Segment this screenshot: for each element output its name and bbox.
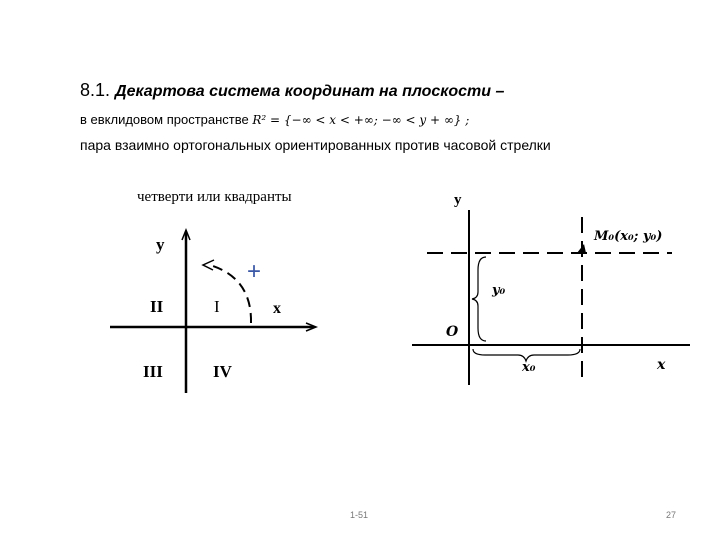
origin-label: O bbox=[446, 324, 459, 340]
rotation-arrow-icon bbox=[203, 260, 214, 270]
left-x-label: x bbox=[273, 300, 281, 317]
point-label: M₀(x₀; y₀) bbox=[594, 229, 663, 244]
y0-label: y₀ bbox=[492, 283, 506, 298]
line1-text: в евклидовом пространстве bbox=[80, 112, 249, 127]
footer-slide-code: 1-51 bbox=[350, 510, 369, 520]
quadrant-label-II: II bbox=[150, 297, 164, 316]
point-coordinates-diagram bbox=[412, 192, 690, 385]
footer-page-number: 27 bbox=[666, 510, 677, 520]
quadrant-label-III: III bbox=[143, 362, 163, 381]
quadrant-label-I: I bbox=[214, 297, 220, 316]
title-text: Декартова система координат на плоскости – bbox=[115, 83, 505, 100]
space-formula: R² = {−∞ < x < +∞; −∞ < y + ∞} ; bbox=[252, 113, 470, 127]
section-number: 8.1. bbox=[80, 80, 111, 100]
quadrant-label-IV: IV bbox=[213, 362, 232, 381]
quadrants-diagram bbox=[110, 230, 316, 393]
x0-label: x₀ bbox=[522, 360, 536, 375]
right-x-label: x bbox=[657, 357, 666, 373]
right-y-label: y bbox=[454, 192, 462, 208]
y0-brace bbox=[472, 257, 486, 341]
left-y-label: y bbox=[156, 235, 165, 254]
quadrants-caption: четверти или квадранты bbox=[137, 189, 292, 205]
definition-line-2: пара взаимно ортогональных ориентированных против часовой стрелки bbox=[80, 137, 551, 153]
positive-direction-sign: + bbox=[247, 258, 262, 285]
